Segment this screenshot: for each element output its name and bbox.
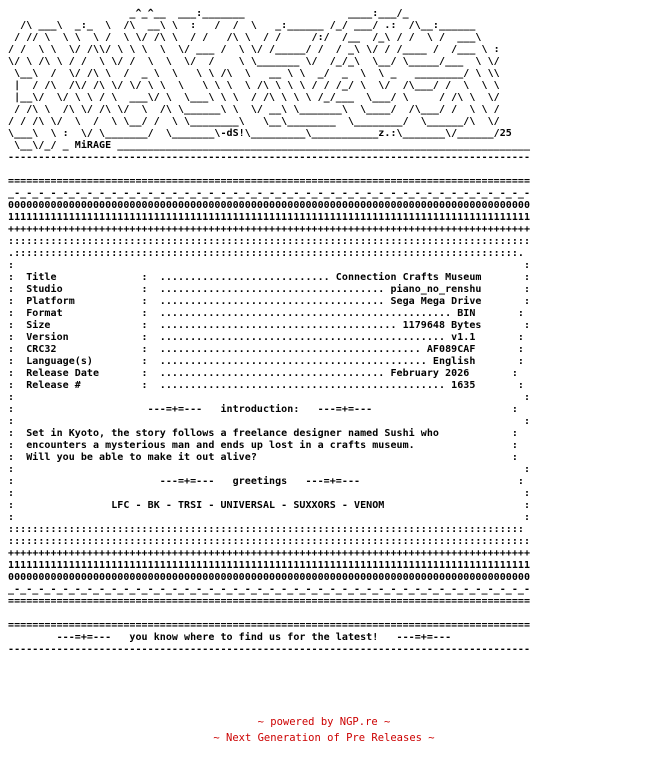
box-side: : : — [8, 416, 531, 427]
footer-powered-by-text[interactable]: ~ powered by NGP.re ~ — [257, 716, 391, 728]
logo-line: / // \ \ \ \ / \ \/ /\ \ / / /\ \ / / /:/ /__ /_\ / / \ / ___\ — [8, 32, 506, 43]
info-row-release-number: : Release # : ............................................... 1635 : — [8, 380, 524, 391]
divider: :::::::::::::::::::::::::::::::::::::::::::::::::::::::::::::::::::::::::::::::::::::: — [8, 236, 531, 247]
divider: :::::::::::::::::::::::::::::::::::::::::::::::::::::::::::::::::::::::::::::::::::::: — [8, 536, 531, 547]
divider: ++++++++++++++++++++++++++++++++++++++++++++++++++++++++++++++++++++++++++++++++++++++ — [8, 224, 531, 235]
box-side: : : — [8, 488, 531, 499]
box-side: : : — [8, 512, 531, 523]
greetings-heading: : ---=+=--- greetings ---=+=--- : — [8, 476, 524, 487]
info-row-format: : Format : ................................................ BIN : — [8, 308, 524, 319]
logo-line: \/ \ /\ \ / / \ \/ / \ \ \/ / \ \_______ \/ /_/_\ \__/ \_____/___ \ \/ — [8, 56, 506, 67]
info-row-version: : Version : ............................................... v1.1 : — [8, 332, 524, 343]
divider: ++++++++++++++++++++++++++++++++++++++++++++++++++++++++++++++++++++++++++++++++++++++ — [8, 548, 531, 559]
divider: -------------------------------------------------------------------------------------- — [8, 644, 531, 655]
greetings-line: : LFC - BK - TRSI - UNIVERSAL - SUXXORS - VENOM : — [8, 500, 531, 511]
nfo-text — [8, 8, 530, 656]
info-row-title: : Title : ............................ Connection Crafts Museum : — [8, 272, 531, 283]
logo-line: |__\/ \/ \ \ / \ ___\/ \ \___\ \ \ / /\ \ \ \ /_/___ \___/ \ / /\ \ \/ — [8, 92, 500, 103]
logo-line: / /\ \ /\ \/ /\ \/ \ /\ \______\ \ \/ __\ \_______\ \____/ /\___/ / \ \ / — [8, 104, 500, 115]
logo-line: | / /\ /\/ /\ \/ \/ \ \ \ \ \ \ \ /\ \ \ \ / / /_/ \ \/ /\___/ / \ \ \ — [8, 80, 500, 91]
logo-line: / / /\ \/ \ / \ \__/ / \ \________\ \__\________ \________/ \______/\ \/ — [8, 116, 506, 127]
logo-line: \___\ \ : \/ \_______/ \_______\-dS!\_________\___________z.:\_______\/______/25 — [8, 128, 512, 139]
logo-line: /\ ___\ _:_ \ /\ __\ \ : / / \ _:______ /_/ ___/ .: /\__:______ — [8, 20, 506, 31]
info-row-studio: : Studio : ..................................... piano_no_renshu : — [8, 284, 531, 295]
divider: 11111111111111111111111111111111111111111111111111111111111111111111111111111111111111 — [8, 560, 531, 571]
box-side: : : — [8, 392, 531, 403]
divider: ====================================================================================== — [8, 620, 531, 631]
footer-tagline — [0, 731, 648, 745]
intro-heading: : ---=+=--- introduction: ---=+=--- : — [8, 404, 518, 415]
box-side: : : — [8, 260, 531, 271]
divider: ====================================================================================== — [8, 176, 531, 187]
logo-line: \__\ / \/ /\ \ / _ \ \ \ \ /\ \ __ \ \ _/ _ \ \ _ ________/ \ \\ — [8, 68, 500, 79]
box-bottom: ::::::::::::::::::::::::::::::::::::::::::::::::::::::::::::::::::::::::::::::::::::: — [8, 524, 524, 535]
intro-line: : Will you be able to make it out alive? : — [8, 452, 518, 463]
box-side: : : — [8, 464, 531, 475]
info-row-crc32: : CRC32 : ........................................... AF089CAF : — [8, 344, 524, 355]
footer-powered-by — [0, 715, 648, 729]
logo-line: _^_^__ ___:_______ ____:___/_ — [8, 8, 506, 19]
divider: 11111111111111111111111111111111111111111111111111111111111111111111111111111111111111 — [8, 212, 531, 223]
divider: 00000000000000000000000000000000000000000000000000000000000000000000000000000000000000 — [8, 200, 531, 211]
info-row-release-date: : Release Date : ..................................... February 2026 : — [8, 368, 518, 379]
find-us-line: ---=+=--- you know where to find us for the latest! ---=+=--- — [8, 632, 452, 643]
divider: ====================================================================================== — [8, 596, 531, 607]
divider: _-_-_-_-_-_-_-_-_-_-_-_-_-_-_-_-_-_-_-_-_-_-_-_-_-_-_-_-_-_-_-_-_-_-_-_-_-_-_-_-_-_-_- — [8, 584, 531, 595]
logo-line: \__\/_/ _ MiRAGE ____________________________________________________________________ — [8, 140, 531, 151]
footer-tagline-text: ~ Next Generation of Pre Releases ~ — [213, 732, 435, 744]
box-top: .:::::::::::::::::::::::::::::::::::::::::::::::::::::::::::::::::::::::::::::::::::. — [8, 248, 524, 259]
logo-line: / / \ \ \/ /\\/ \ \ \ \ \/ ___ / \ \/ /_____/ / / _\ \/ / /____ / /___ \ : — [8, 44, 512, 55]
divider: _-_-_-_-_-_-_-_-_-_-_-_-_-_-_-_-_-_-_-_-_-_-_-_-_-_-_-_-_-_-_-_-_-_-_-_-_-_-_-_-_-_-_- — [8, 188, 531, 199]
divider: -------------------------------------------------------------------------------------- — [8, 152, 531, 163]
intro-line: : Set in Kyoto, the story follows a freelance designer named Sushi who : — [8, 428, 518, 439]
intro-line: : encounters a mysterious man and ends up lost in a crafts museum. : — [8, 440, 518, 451]
info-row-size: : Size : ....................................... 1179648 Bytes : — [8, 320, 531, 331]
info-row-language: : Language(s) : ............................................ English : — [8, 356, 524, 367]
info-row-platform: : Platform : ..................................... Sega Mega Drive : — [8, 296, 531, 307]
divider: 00000000000000000000000000000000000000000000000000000000000000000000000000000000000000 — [8, 572, 531, 583]
